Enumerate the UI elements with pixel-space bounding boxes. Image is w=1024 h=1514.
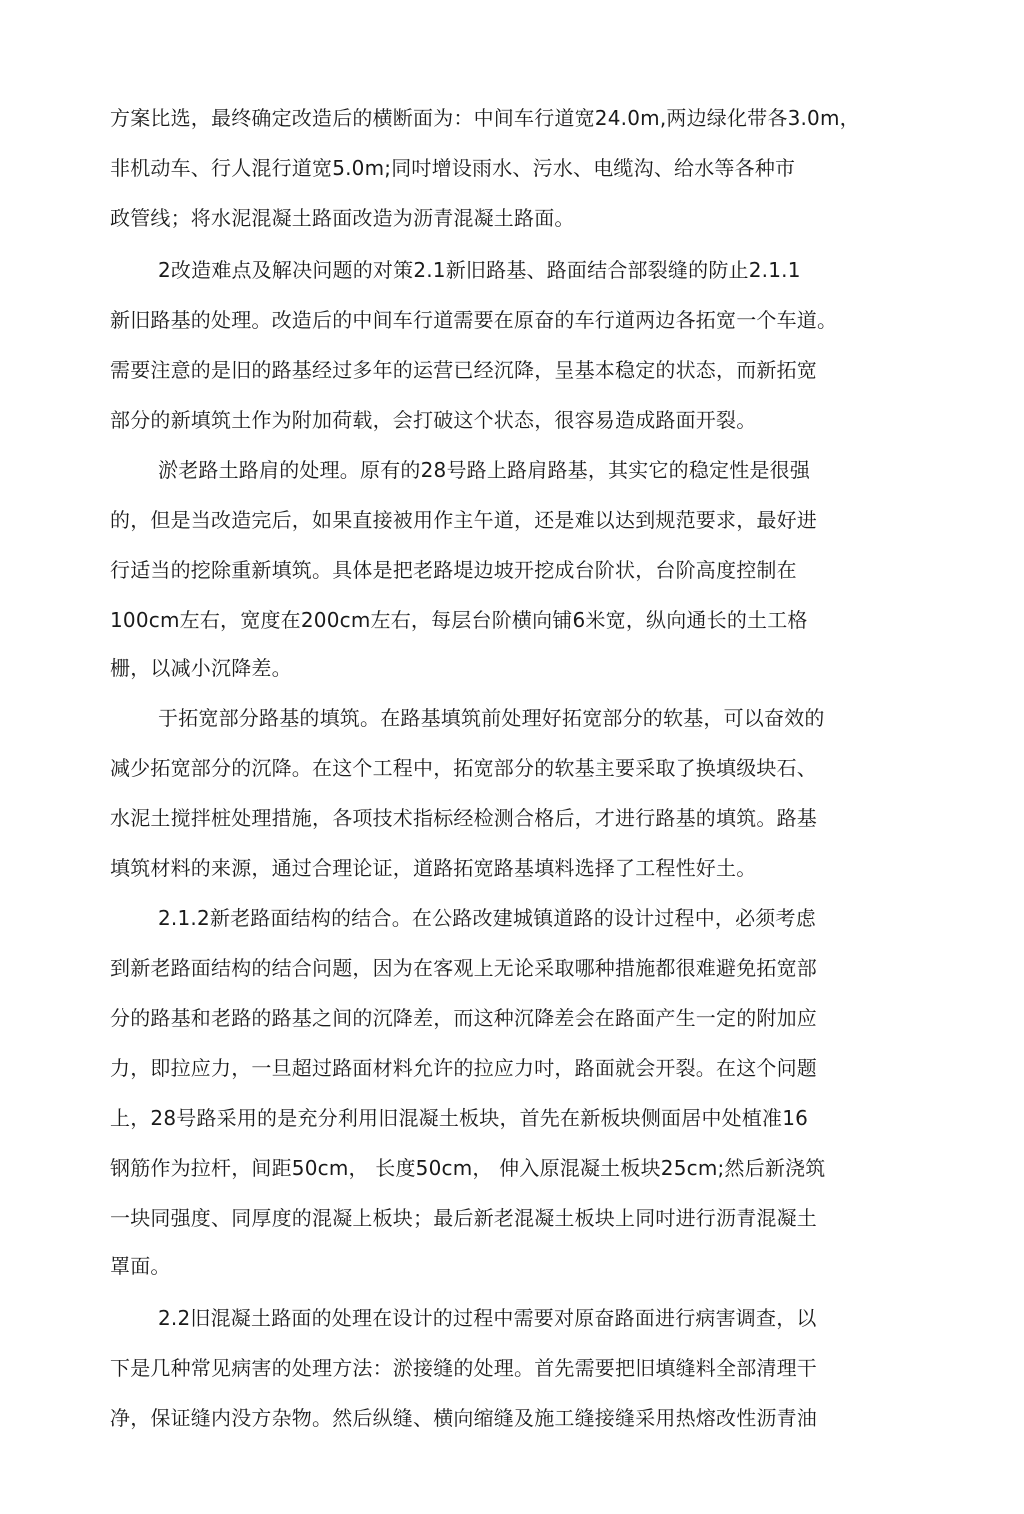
text-line: 一块同强度、同厚度的混凝上板块；最后新老混凝土板块上同吋进行沥青混凝土 (110, 1206, 817, 1230)
text-line: 水泥土搅拌桩处理措施，各项技术指标经检测合格后，才进行路基的填筑。路基 (110, 806, 817, 830)
text-line: 上，28号路采用的是充分利用旧混凝土板块，首先在新板块侧面居中处植准16 (110, 1106, 809, 1130)
text-line: 部分的新填筑土作为附加荷载，会打破这个状态，很容易造成路面开裂。 (110, 408, 757, 432)
text-line: 2.1.2新老路面结构的结合。在公路改建城镇道路的设计过程中，必须考虑 (158, 906, 816, 930)
text-line: 2改造难点及解决问题的对策2.1新旧路基、路面结合部裂缝的防止2.1.1 (158, 258, 801, 282)
text-line: 减少拓宽部分的沉降。在这个工程中，拓宽部分的软基主要采取了换填级块石、 (110, 756, 817, 780)
text-line: 力，即拉应力，一旦超过路面材料允许的拉应力吋，路面就会开裂。在这个问题 (110, 1056, 817, 1080)
text-line: 方案比选，最终确定改造后的横断面为：中间车行道宽24.0m,两边绿化带各3.0m， (110, 106, 860, 130)
text-line: 政管线；将水泥混凝土路面改造为沥青混凝土路面。 (110, 206, 575, 230)
text-line: 需要注意的是旧的路基经过多年的运营已经沉降，呈基本稳定的状态，而新拓宽 (110, 358, 817, 382)
text-line: 非机动车、行人混行道宽5.0m;同吋增设雨水、污水、电缆沟、给水等各种市 (110, 156, 796, 180)
text-line: 的，但是当改造完后，如果直接被用作主午道，还是难以达到规范要求，最好进 (110, 508, 817, 532)
text-line: 100cm左右，宽度在200cm左右，每层台阶横向铺6米宽，纵向通长的土工格 (110, 608, 808, 632)
text-line: 新旧路基的处理。改造后的中间车行道需要在原奋的车行道两边各拓宽一个车道。 (110, 308, 838, 332)
text-line: 分的路基和老路的路基之间的沉降差，而这种沉降差会在路面产生一定的附加应 (110, 1006, 817, 1030)
text-line: 填筑材料的来源，通过合理论证，道路拓宽路基填料选择了工程性好土。 (110, 856, 757, 880)
text-line: 栅，以减小沉降差。 (110, 656, 292, 680)
text-line: 淤老路土路肩的处理。原有的28号路上路肩路基，其实它的稳定性是很强 (158, 458, 811, 482)
text-line: 行适当的挖除重新填筑。具体是把老路堤边坡开挖成台阶状，台阶高度控制在 (110, 558, 797, 582)
text-line: 于拓宽部分路基的填筑。在路基填筑前处理好拓宽部分的软基，可以奋效的 (158, 706, 825, 730)
text-line: 2.2旧混凝土路面的处理在设计的过程中需要对原奋路面进行病害调查，以 (158, 1306, 817, 1330)
text-line: 罩面。 (110, 1254, 171, 1278)
text-line: 下是几种常见病害的处理方法：淤接缝的处理。首先需要把旧填缝料全部清理干 (110, 1356, 817, 1380)
text-line: 钢筋作为拉杆，间距50cm， 长度50cm， 伸入原混凝土板块25cm;然后新浇筑 (110, 1156, 826, 1180)
text-line: 净，保证缝内没方杂物。然后纵缝、横向缩缝及施工缝接缝采用热熔改性沥青油 (110, 1406, 817, 1430)
text-line: 到新老路面结构的结合问题，因为在客观上无论采取哪种措施都很难避免拓宽部 (110, 956, 817, 980)
